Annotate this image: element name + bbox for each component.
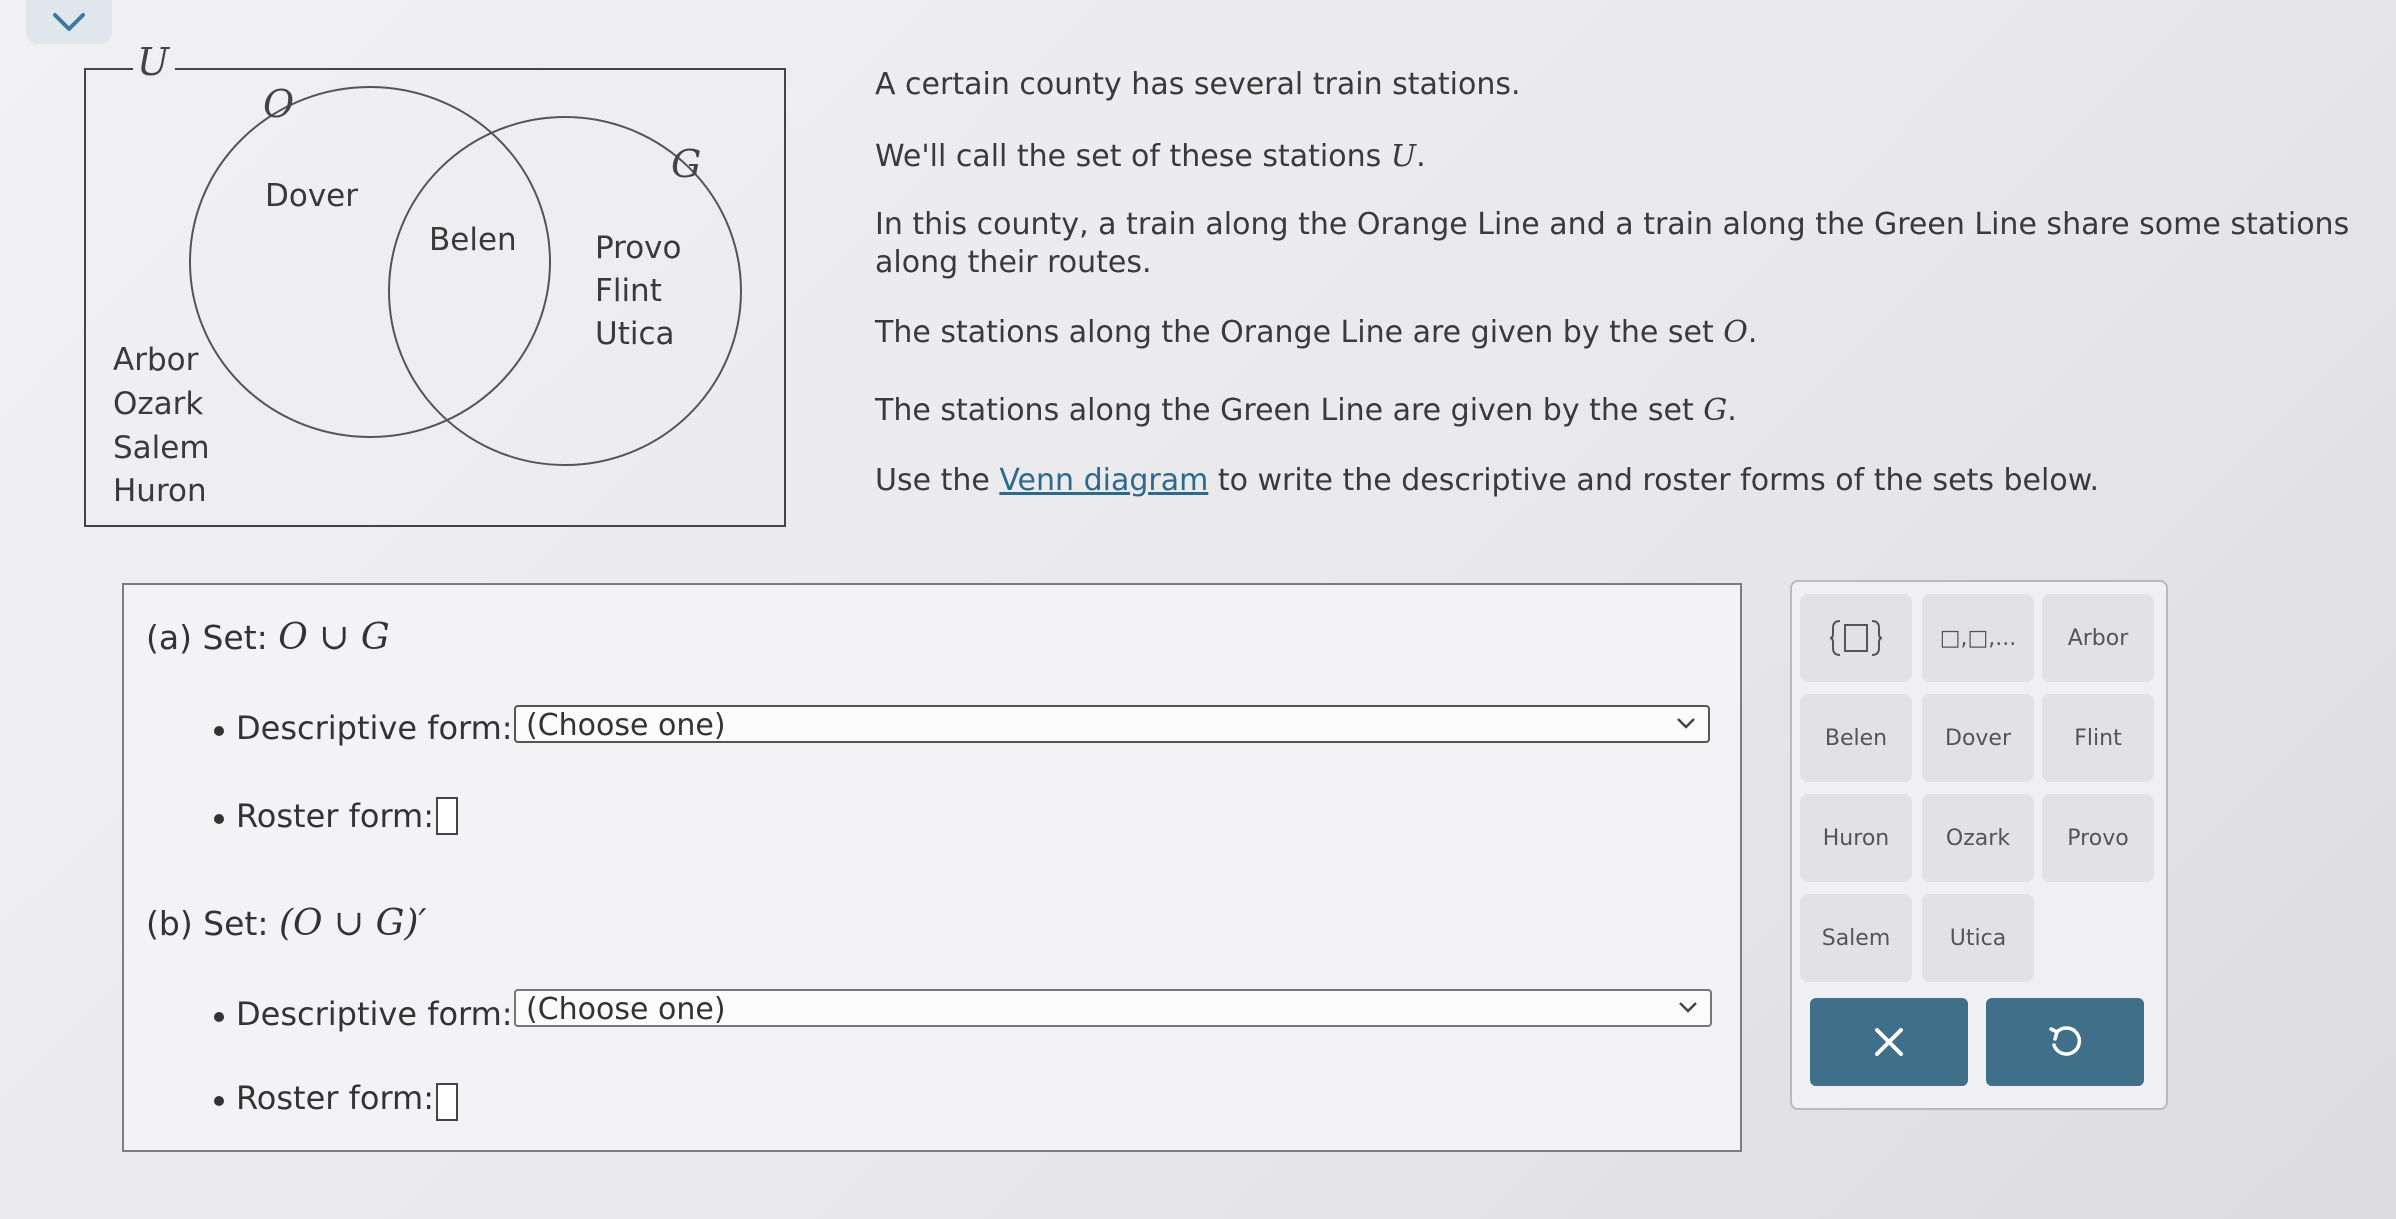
part-a-descriptive-select[interactable]: (Choose one) — [514, 705, 1710, 743]
station-key-utica[interactable]: Utica — [1922, 894, 2034, 982]
problem-line: In this county, a train along the Orange Line and a train along the Green Line share some stations along their routes. — [875, 207, 2350, 280]
outside-station: Huron — [113, 473, 207, 509]
problem-line: We'll call the set of these stations U. — [875, 139, 1426, 174]
answer-panel — [122, 583, 1742, 1152]
venn-diagram — [83, 40, 793, 538]
set-g-label: G — [671, 142, 702, 186]
collapse-button[interactable] — [26, 0, 112, 44]
only-g-station: Utica — [595, 316, 675, 352]
problem-line: The stations along the Green Line are given by the set G. — [875, 393, 1737, 428]
outside-station: Salem — [113, 430, 210, 466]
part-a-roster-label: Roster form: — [236, 797, 434, 835]
station-key-ozark[interactable]: Ozark — [1922, 794, 2034, 882]
problem-line: The stations along the Orange Line are given by the set O. — [875, 315, 1758, 350]
clear-button[interactable] — [1810, 998, 1968, 1086]
part-a-roster-input[interactable] — [436, 797, 458, 835]
list-key[interactable]: □,□,... — [1922, 594, 2034, 682]
part-b-descriptive-label: Descriptive form: — [236, 995, 513, 1033]
venn-diagram-link[interactable]: Venn diagram — [999, 463, 1209, 498]
part-b-heading: (b) Set: (O ∪ G)′ — [146, 903, 427, 944]
only-g-station: Provo — [595, 230, 682, 266]
part-b-roster-input[interactable] — [436, 1083, 458, 1121]
station-key-huron[interactable]: Huron — [1800, 794, 1912, 882]
set-braces-icon — [1828, 618, 1884, 658]
outside-station: Arbor — [113, 342, 199, 378]
part-a-descriptive-label: Descriptive form: — [236, 709, 513, 747]
set-braces-key[interactable] — [1800, 594, 1912, 682]
problem-line: Use the Venn diagram to write the descriptive and roster forms of the sets below. — [875, 463, 2100, 498]
universe-label: U — [137, 40, 170, 84]
chevron-down-icon — [1676, 995, 1700, 1019]
undo-button[interactable] — [1986, 998, 2144, 1086]
station-key-provo[interactable]: Provo — [2042, 794, 2154, 882]
chevron-down-icon — [49, 10, 89, 34]
problem-line: A certain county has several train stations. — [875, 67, 1521, 102]
station-key-flint[interactable]: Flint — [2042, 694, 2154, 782]
station-key-salem[interactable]: Salem — [1800, 894, 1912, 982]
set-o-label: O — [263, 82, 295, 126]
intersection-station: Belen — [429, 222, 517, 258]
station-key-belen[interactable]: Belen — [1800, 694, 1912, 782]
part-a-heading: (a) Set: O ∪ G — [146, 617, 390, 658]
station-key-arbor[interactable]: Arbor — [2042, 594, 2154, 682]
only-g-station: Flint — [595, 273, 662, 309]
part-b-descriptive-select[interactable]: (Choose one) — [514, 989, 1712, 1027]
station-key-dover[interactable]: Dover — [1922, 694, 2034, 782]
chevron-down-icon — [1674, 711, 1698, 735]
undo-icon — [2046, 1023, 2084, 1061]
answer-keypad — [1790, 580, 2168, 1110]
part-b-roster-label: Roster form: — [236, 1079, 434, 1117]
close-icon — [1872, 1025, 1906, 1059]
only-o-station: Dover — [265, 178, 358, 214]
set-o-circle — [190, 87, 550, 437]
outside-station: Ozark — [113, 386, 204, 422]
